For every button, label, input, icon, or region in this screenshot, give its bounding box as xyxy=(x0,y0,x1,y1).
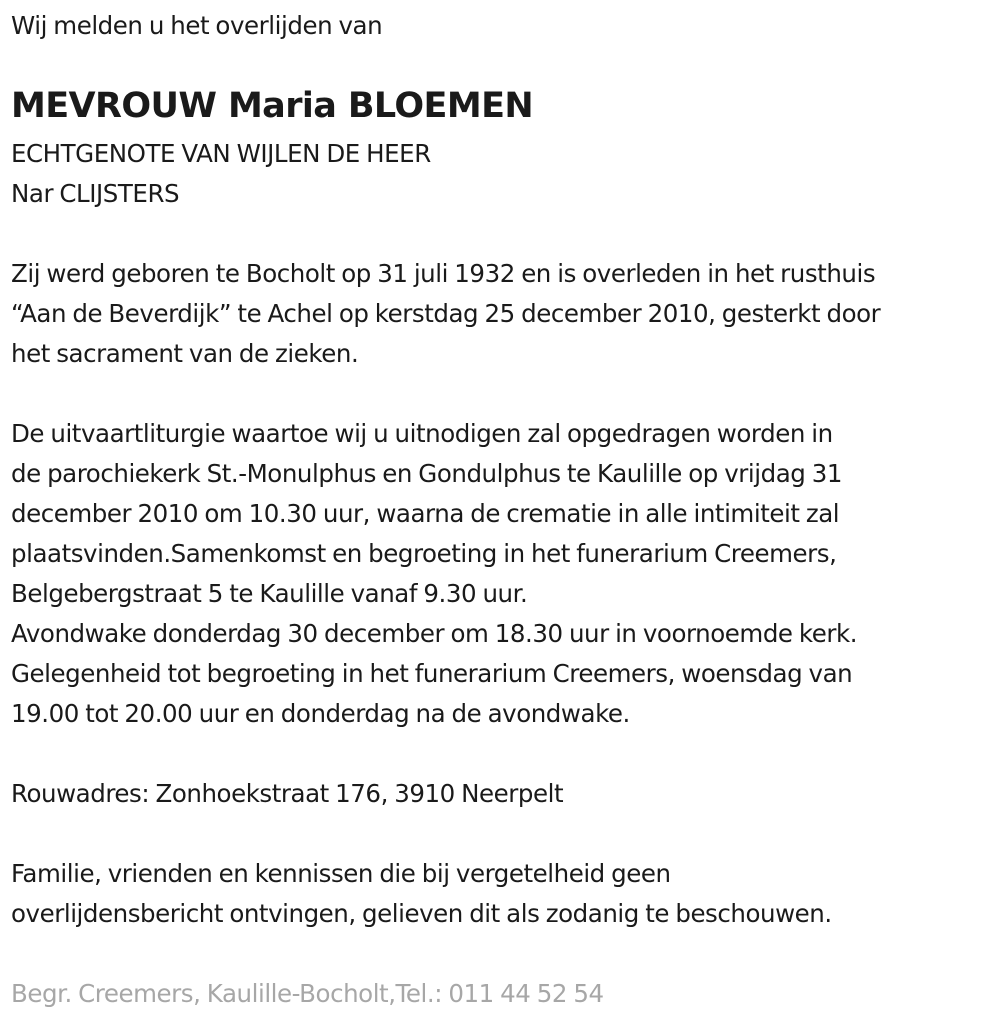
paragraph-line: “Aan de Beverdijk” te Achel op kerstdag 25 december 2010, gesterkt door xyxy=(11,299,881,328)
paragraph-line: december 2010 om 10.30 uur, waarna de crematie in alle intimiteit zal xyxy=(11,499,840,528)
funeral-home-footer: Begr. Creemers, Kaulille-Bocholt,Tel.: 011 44 52 54 xyxy=(11,979,604,1008)
paragraph-line: De uitvaartliturgie waartoe wij u uitnodigen zal opgedragen worden in xyxy=(11,419,833,448)
paragraph-line: de parochiekerk St.-Monulphus en Gondulphus te Kaulille op vrijdag 31 xyxy=(11,459,842,488)
mourning-address: Rouwadres: Zonhoekstraat 176, 3910 Neerpelt xyxy=(11,779,564,808)
paragraph-line: 19.00 tot 20.00 uur en donderdag na de avondwake. xyxy=(11,699,630,728)
family-notice-paragraph xyxy=(11,854,832,934)
birth-death-paragraph xyxy=(11,254,880,374)
subtitle-line: Nar CLIJSTERS xyxy=(11,179,180,208)
deceased-subtitle xyxy=(11,134,431,214)
paragraph-line: Familie, vrienden en kennissen die bij vergetelheid geen xyxy=(11,859,671,888)
paragraph-line: Belgebergstraat 5 te Kaulille vanaf 9.30 uur. xyxy=(11,579,528,608)
paragraph-line: het sacrament van de zieken. xyxy=(11,339,359,368)
subtitle-line: ECHTGENOTE VAN WIJLEN DE HEER xyxy=(11,139,431,168)
paragraph-line: Avondwake donderdag 30 december om 18.30 uur in voornoemde kerk. xyxy=(11,619,858,648)
paragraph-line: plaatsvinden.Samenkomst en begroeting in het funerarium Creemers, xyxy=(11,539,837,568)
deceased-name: MEVROUW Maria BLOEMEN xyxy=(11,86,534,126)
intro-text: Wij melden u het overlijden van xyxy=(11,11,383,40)
paragraph-line: Zij werd geboren te Bocholt op 31 juli 1932 en is overleden in het rusthuis xyxy=(11,259,876,288)
paragraph-line: Gelegenheid tot begroeting in het funerarium Creemers, woensdag van xyxy=(11,659,853,688)
funeral-paragraph xyxy=(11,414,857,734)
paragraph-line: overlijdensbericht ontvingen, gelieven dit als zodanig te beschouwen. xyxy=(11,899,832,928)
